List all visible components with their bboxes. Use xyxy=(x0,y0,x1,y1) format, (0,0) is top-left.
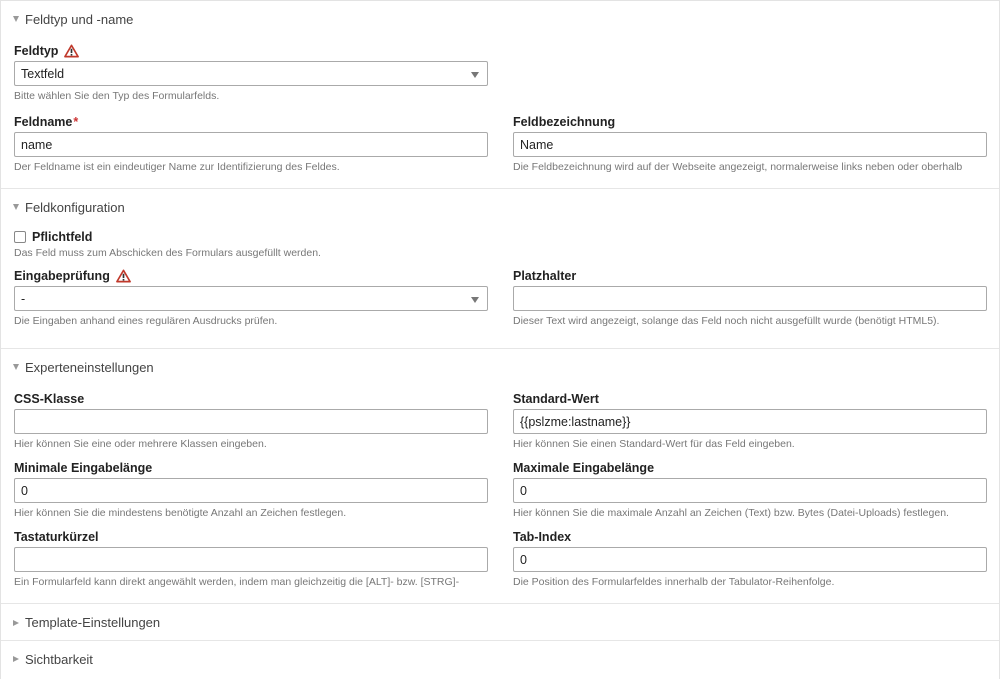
required-marker: * xyxy=(73,115,79,129)
feldtyp-select[interactable] xyxy=(14,61,488,86)
section-template-title: Template-Einstellungen xyxy=(25,615,161,630)
section-template-toggle[interactable] xyxy=(1,604,999,641)
max-laenge-input[interactable] xyxy=(513,478,987,503)
pflichtfeld-label[interactable]: Pflichtfeld xyxy=(32,230,93,244)
feldname-input[interactable] xyxy=(14,132,488,157)
section-experten-toggle[interactable] xyxy=(1,349,999,385)
feldtyp-field xyxy=(14,43,488,102)
feldtyp-select-value: Textfeld xyxy=(21,66,65,81)
tab-index-field xyxy=(513,529,987,588)
standard-wert-help: Hier können Sie einen Standard-Wert für das Feld eingeben. xyxy=(513,438,795,450)
css-klasse-help: Hier können Sie eine oder mehrere Klassen eingeben. xyxy=(14,438,267,450)
triangle-down-icon xyxy=(13,16,19,22)
eingabepruefung-help: Die Eingaben anhand eines regulären Ausdrucks prüfen. xyxy=(14,315,278,327)
section-sichtbarkeit-toggle[interactable] xyxy=(1,641,999,677)
min-laenge-input[interactable] xyxy=(14,478,488,503)
css-klasse-label: CSS-Klasse xyxy=(14,392,85,406)
feldtyp-label: Feldtyp xyxy=(14,44,59,58)
tab-index-help: Die Position des Formularfeldes innerhalb der Tabulator-Reihenfolge. xyxy=(513,576,835,588)
feldbezeichnung-label: Feldbezeichnung xyxy=(513,115,616,129)
platzhalter-input[interactable] xyxy=(513,286,987,311)
section-experten xyxy=(1,349,999,604)
triangle-right-icon xyxy=(13,656,19,662)
section-template xyxy=(1,604,999,641)
max-laenge-field xyxy=(513,460,987,519)
feldbezeichnung-input[interactable] xyxy=(513,132,987,157)
tab-index-label: Tab-Index xyxy=(513,530,572,544)
standard-wert-label: Standard-Wert xyxy=(513,392,599,406)
triangle-down-icon xyxy=(13,364,19,370)
eingabepruefung-select[interactable] xyxy=(14,286,488,311)
section-sichtbarkeit-title: Sichtbarkeit xyxy=(25,651,93,667)
css-klasse-field xyxy=(14,391,488,450)
eingabepruefung-label: Eingabeprüfung xyxy=(14,269,110,283)
feldtyp-help: Bitte wählen Sie den Typ des Formularfelds. xyxy=(14,90,220,102)
tastaturkuerzel-field xyxy=(14,529,488,588)
tastaturkuerzel-input[interactable] xyxy=(14,547,488,572)
eingabepruefung-select-value: - xyxy=(21,291,26,306)
tastaturkuerzel-label: Tastaturkürzel xyxy=(14,530,99,544)
section-konfiguration xyxy=(1,189,999,349)
pflichtfeld-field xyxy=(14,229,488,259)
warning-triangle-icon xyxy=(116,269,131,283)
tab-index-input[interactable] xyxy=(513,547,987,572)
feldbezeichnung-field xyxy=(513,114,987,173)
eingabepruefung-field xyxy=(14,268,488,327)
feldname-help: Der Feldname ist ein eindeutiger Name zur Identifizierung des Feldes. xyxy=(14,161,340,173)
min-laenge-help: Hier können Sie die mindestens benötigte Anzahl an Zeichen festlegen. xyxy=(14,507,347,519)
section-sichtbarkeit xyxy=(1,641,999,677)
chevron-down-icon xyxy=(471,72,479,78)
warning-triangle-icon xyxy=(64,44,79,58)
section-feldtyp-title: Feldtyp und -name xyxy=(25,11,134,27)
feldname-field xyxy=(14,114,488,173)
triangle-down-icon xyxy=(13,204,19,210)
standard-wert-input[interactable] xyxy=(513,409,987,434)
feldname-label: Feldname xyxy=(14,115,73,129)
pflichtfeld-checkbox[interactable] xyxy=(14,231,26,243)
platzhalter-label: Platzhalter xyxy=(513,269,577,283)
section-feldtyp-toggle[interactable] xyxy=(1,1,999,37)
section-konfiguration-toggle[interactable] xyxy=(1,189,999,225)
standard-wert-field xyxy=(513,391,987,450)
triangle-right-icon xyxy=(13,620,19,626)
platzhalter-field xyxy=(513,268,987,327)
pflichtfeld-help: Das Feld muss zum Abschicken des Formulars ausgefüllt werden. xyxy=(14,247,321,259)
max-laenge-help: Hier können Sie die maximale Anzahl an Zeichen (Text) bzw. Bytes (Datei-Uploads) festlegen. xyxy=(513,507,949,519)
tastaturkuerzel-help: Ein Formularfeld kann direkt angewählt werden, indem man gleichzeitig die [ALT]- bzw. [STRG]- xyxy=(14,576,460,588)
section-feldtyp xyxy=(1,1,999,189)
section-experten-title: Experteneinstellungen xyxy=(25,359,154,375)
feldbezeichnung-help: Die Feldbezeichnung wird auf der Webseite angezeigt, normalerweise links neben oder oberhalb xyxy=(513,161,963,173)
section-konfiguration-title: Feldkonfiguration xyxy=(25,199,125,215)
min-laenge-label: Minimale Eingabelänge xyxy=(14,461,153,475)
max-laenge-label: Maximale Eingabelänge xyxy=(513,461,655,475)
platzhalter-help: Dieser Text wird angezeigt, solange das Feld noch nicht ausgefüllt wurde (benötigt HTML5). xyxy=(513,315,940,327)
css-klasse-input[interactable] xyxy=(14,409,488,434)
chevron-down-icon xyxy=(471,297,479,303)
min-laenge-field xyxy=(14,460,488,519)
